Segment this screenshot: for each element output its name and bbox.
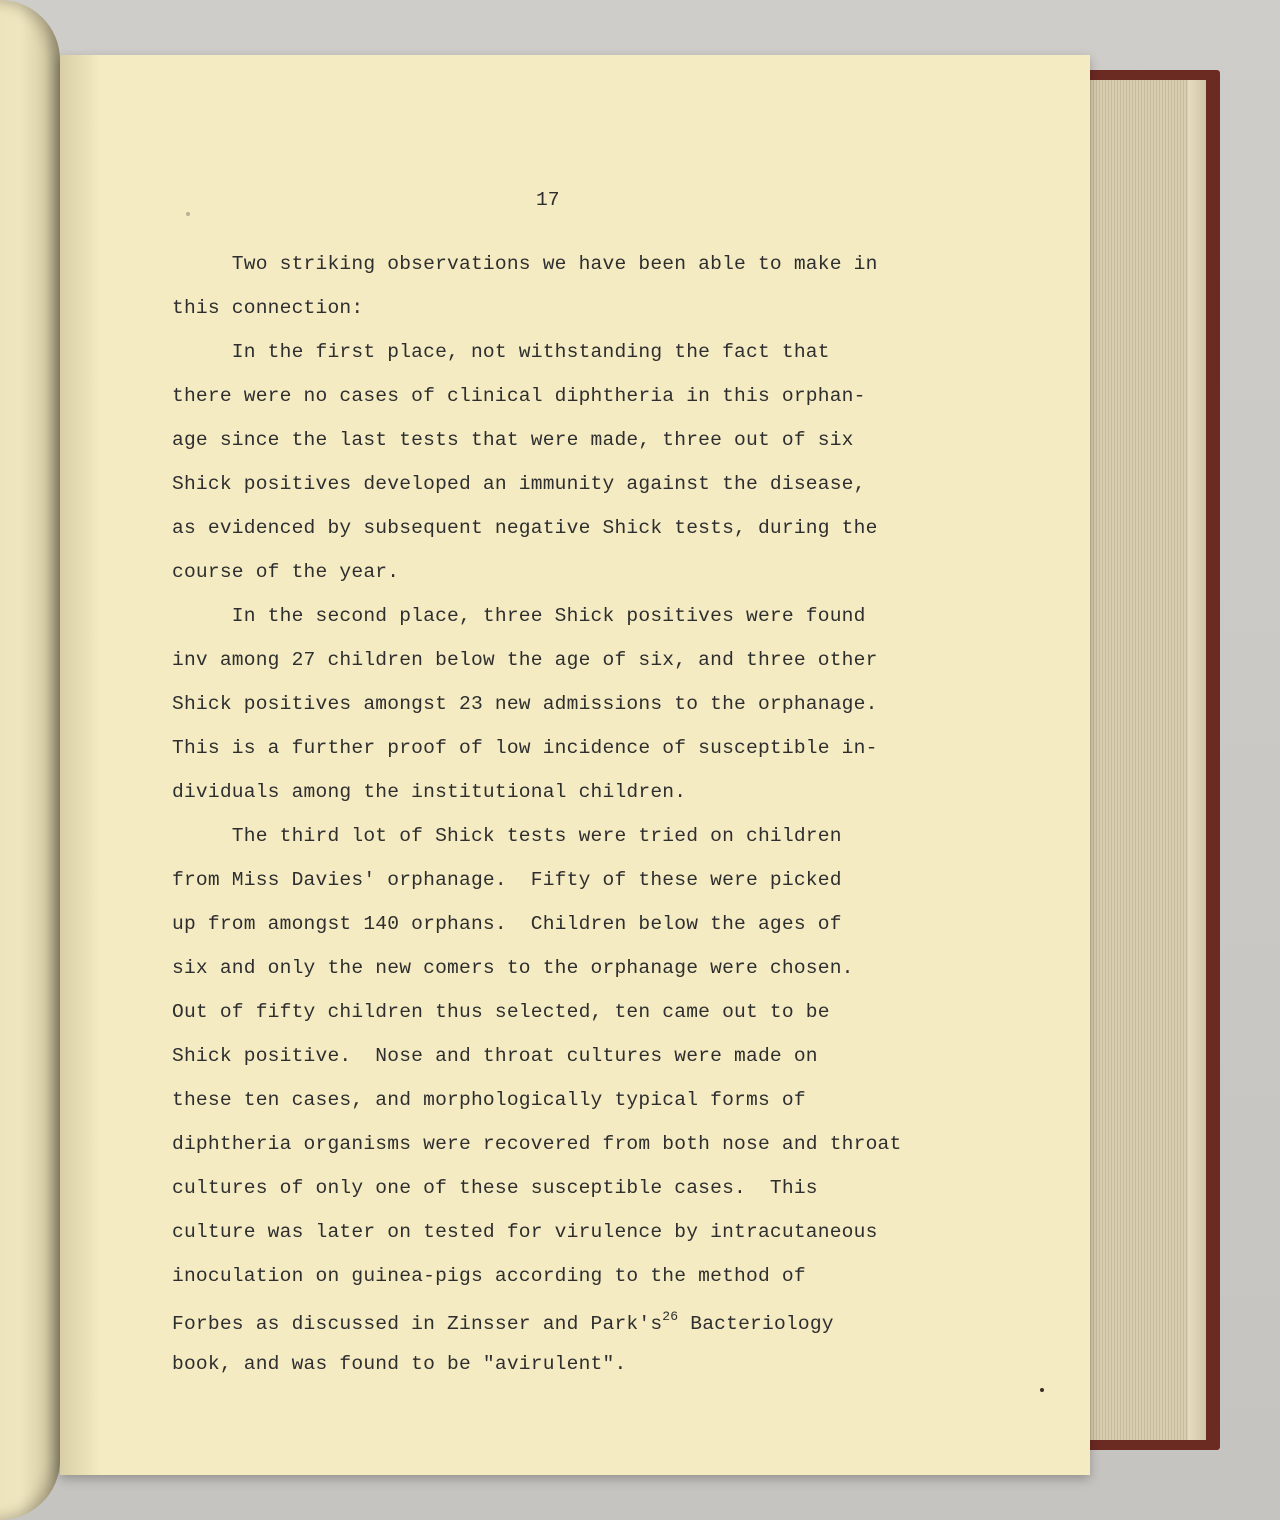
text-line: In the second place, three Shick positives were found (172, 605, 866, 627)
text-line: as evidenced by subsequent negative Shick tests, during the (172, 517, 878, 539)
text-line: dividuals among the institutional children. (172, 781, 687, 803)
text-line: age since the last tests that were made, three out of six (172, 429, 854, 451)
text-line-with-footnote (172, 1309, 834, 1335)
text-line: This is a further proof of low incidence of susceptible in- (172, 737, 878, 759)
text-line-end: Bacteriology (678, 1313, 834, 1335)
text-line: six and only the new comers to the orphanage were chosen. (172, 957, 854, 979)
text-line: course of the year. (172, 561, 400, 583)
ink-speck (186, 212, 190, 216)
text-line: there were no cases of clinical diphtheria in this orphan- (172, 385, 866, 407)
text-line: diphtheria organisms were recovered from both nose and throat (172, 1133, 902, 1155)
text-line: these ten cases, and morphologically typical forms of (172, 1089, 806, 1111)
text-line: Out of fifty children thus selected, ten came out to be (172, 1001, 830, 1023)
text-line: In the first place, not withstanding the fact that (172, 341, 830, 363)
text-line: this connection: (172, 297, 364, 319)
text-line: book, and was found to be "avirulent". (172, 1353, 627, 1375)
left-facing-page (0, 0, 60, 1520)
document-page (60, 55, 1090, 1475)
text-line: inv among 27 children below the age of six, and three other (172, 649, 878, 671)
text-line: Shick positive. Nose and throat cultures were made on (172, 1045, 818, 1067)
text-line: Shick positives amongst 23 new admissions to the orphanage. (172, 693, 878, 715)
text-line: up from amongst 140 orphans. Children below the ages of (172, 913, 842, 935)
text-line: cultures of only one of these susceptible cases. This (172, 1177, 818, 1199)
page-number: 17 (536, 189, 560, 211)
text-line: Two striking observations we have been able to make in (172, 253, 878, 275)
text-line: The third lot of Shick tests were tried on children (172, 825, 842, 847)
text-line: culture was later on tested for virulence by intracutaneous (172, 1221, 878, 1243)
text-line: inoculation on guinea-pigs according to the method of (172, 1265, 806, 1287)
footnote-reference: 26 (662, 1309, 679, 1324)
page-block-edges (1088, 80, 1206, 1440)
text-line-start: Forbes as discussed in Zinsser and Park's (172, 1313, 663, 1335)
text-line: Shick positives developed an immunity against the disease, (172, 473, 866, 495)
ink-speck (1040, 1388, 1044, 1392)
text-line: from Miss Davies' orphanage. Fifty of these were picked (172, 869, 842, 891)
